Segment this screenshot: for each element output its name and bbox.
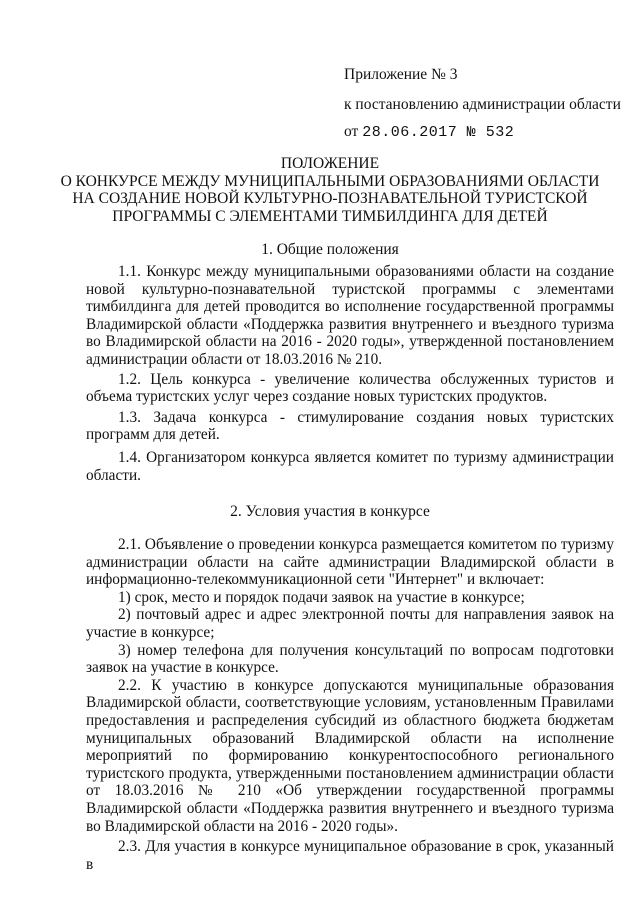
paragraph-2-1: 2.1. Объявление о проведении конкурса размещается комитетом по туризму администрации области на сайте администрации Владимирской области в информационно-телекоммуникационной сети "Интернет" и включает: [86, 536, 614, 589]
title-line: НА СОЗДАНИЕ НОВОЙ КУЛЬТУРНО-ПОЗНАВАТЕЛЬНОЙ ТУРИСТСКОЙ [72, 190, 588, 207]
document-title [60, 155, 600, 225]
section-conditions-body [86, 536, 614, 873]
section-general-body [86, 263, 614, 484]
title-line: О КОНКУРСЕ МЕЖДУ МУНИЦИПАЛЬНЫМИ ОБРАЗОВАНИЯМИ ОБЛАСТИ [60, 172, 600, 190]
paragraph-2-2: 2.2. К участию в конкурсе допускаются муниципальные образования Владимирской области, соответствующие условиям, установленным Правилами предоставления и распределения субсидий из областного бюджета бюджетам муниципальных образований Владимирской области на исполнение мероприятий по формированию конкурентоспособного регионального туристского продукта, утвержденными постановлением администрации области от 18.03.2016 № 210 «Об утверждении государственной программы Владимирской области «Поддержка развития внутреннего и въездного туризма во Владимирской области на 2016 - 2020 годы». [86, 676, 614, 835]
paragraph-1-2: 1.2. Цель конкурса - увеличение количества обслуженных туристов и объема туристских услуг через создание новых туристских продуктов. [86, 370, 614, 406]
appendix-date [344, 122, 514, 142]
list-item-1: 1) срок, место и порядок подачи заявок на участие в конкурсе; [118, 588, 525, 606]
paragraph-1-1: 1.1. Конкурс между муниципальными образованиями области на создание новой культурно-познавательной туристской программы с элементами тимбилдинга для детей проводится во исполнение государственной программы Владимирской области «Поддержка развития внутреннего и въездного туризма во Владимирской области на 2016 - 2020 годы», утвержденной постановлением администрации области от 18.03.2016 № 210. [86, 263, 614, 368]
section-heading-general: 1. Общие положения [261, 241, 399, 258]
section-heading-conditions: 2. Условия участия в конкурсе [230, 503, 430, 520]
date-value: 28.06.2017 № 532 [362, 124, 515, 141]
title-line: ПОЛОЖЕНИЕ [280, 155, 380, 172]
title-line: ПРОГРАММЫ С ЭЛЕМЕНТАМИ ТИМБИЛДИНГА ДЛЯ ДЕТЕЙ [112, 207, 548, 225]
paragraph-2-3: 2.3. Для участия в конкурсе муниципальное образование в срок, указанный в [86, 838, 614, 873]
appendix-title: Приложение № 3 [344, 66, 458, 83]
appendix-decree: к постановлению администрации области [344, 96, 621, 113]
paragraph-1-3: 1.3. Задача конкурса - стимулирование создания новых туристских программ для детей. [86, 408, 614, 444]
date-prefix: от [344, 123, 359, 140]
paragraph-1-4: 1.4. Организатором конкурса является комитет по туризму администрации области. [86, 448, 614, 484]
list-item-2: 2) почтовый адрес и адрес электронной почты для направления заявок на участие в конкурсе; [86, 606, 614, 641]
list-item-3: 3) номер телефона для получения консультаций по вопросам подготовки заявок на участие в конкурсе. [86, 641, 614, 677]
